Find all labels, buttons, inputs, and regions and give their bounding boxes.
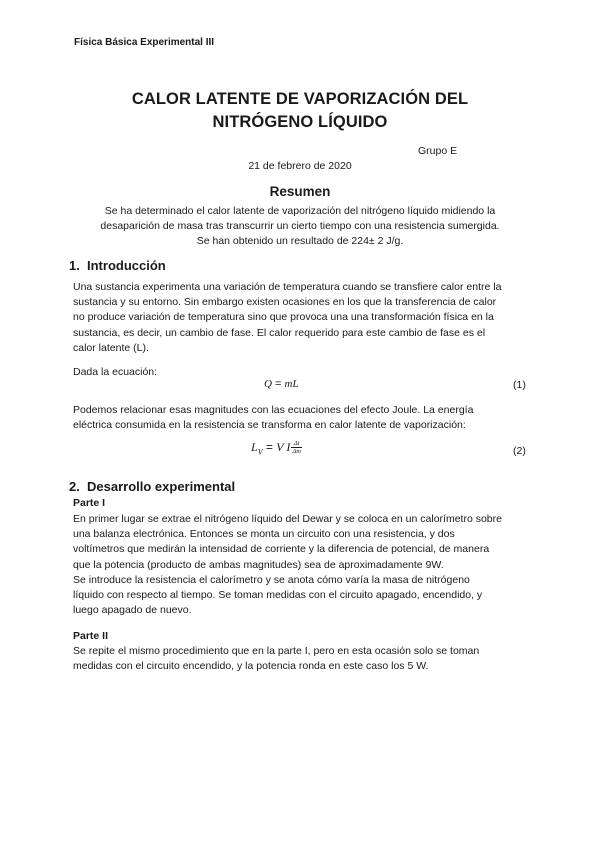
abstract-line: Se han obtenido un resultado de 224± 2 J/g. [196, 235, 404, 247]
eq2-fraction [291, 440, 302, 455]
text-line: sustancia y su entorno. Sin embargo existen ocasiones en los que la transferencia de calor [73, 296, 497, 309]
eq2-rhs: V I [276, 440, 291, 454]
eq1-equals: = [271, 378, 285, 390]
abstract-text [80, 204, 520, 249]
text-line: voltímetros que medirán la intensidad de corriente y la diferencia de potencial, de manera [73, 543, 490, 556]
eq2-numerator: Δt [291, 440, 302, 448]
eq2-equals: = [262, 440, 277, 454]
subheading-parte-2: Parte II [73, 630, 109, 642]
date: 21 de febrero de 2020 [248, 160, 352, 172]
parte-1-paragraph [73, 512, 528, 618]
text-line: medidas con el circuito encendido, y la potencia ronda en este caso los 5 W. [73, 660, 429, 673]
eq2-lhs: L [251, 440, 258, 454]
abstract-line: Se ha determinado el calor latente de vaporización del nitrógeno líquido midiendo la [104, 205, 496, 217]
equation-2 [251, 440, 302, 456]
text-line: Dada la ecuación: [73, 366, 158, 378]
paper-title [60, 88, 540, 134]
abstract-title: Resumen [269, 184, 331, 199]
text-line: calor latente (L). [73, 341, 149, 354]
running-header: Física Básica Experimental III [74, 37, 215, 48]
text-line: En primer lugar se extrae el nitrógeno líquido del Dewar y se coloca en un calorímetro sobre [73, 513, 502, 525]
title-line-2: NITRÓGENO LÍQUIDO [212, 113, 388, 131]
text-line: eléctrica consumida en la resistencia se transforma en calor latente de vaporización: [73, 419, 466, 432]
parte-2-paragraph [73, 644, 528, 674]
text-line: no produce variación de temperatura sino que provoca una una transformación física en la [73, 311, 494, 324]
section-number: 1. [69, 258, 80, 273]
subheading-parte-1: Parte I [73, 497, 106, 509]
eq1-lhs: Q [264, 378, 272, 390]
intro-paragraph-3 [73, 403, 528, 433]
equation-1-number: (1) [513, 379, 526, 391]
equation-1 [264, 378, 299, 390]
eq1-rhs: mL [284, 378, 299, 390]
text-line: Se repite el mismo procedimiento que en la parte I, pero en esta ocasión solo se toman [73, 645, 480, 657]
text-line: Podemos relacionar esas magnitudes con las ecuaciones del efecto Joule. La energía [73, 404, 474, 416]
eq2-denominator: Δm [292, 448, 301, 456]
section-title: Desarrollo experimental [87, 479, 236, 494]
section-heading-desarrollo [69, 479, 235, 494]
text-line: líquido con respecto al tiempo. Se toman medidas con el circuito apagado, encendido, y [73, 589, 483, 602]
section-title: Introducción [87, 258, 166, 273]
title-line-1: CALOR LATENTE DE VAPORIZACIÓN DEL [131, 90, 469, 108]
text-line: que la potencia (producto de ambas magnitudes) sea de aproximadamente 9W. [73, 558, 444, 571]
eq2-subscript: V [257, 447, 263, 457]
section-heading-introduccion [69, 258, 166, 273]
intro-paragraph-1 [73, 280, 528, 356]
intro-paragraph-2 [73, 365, 528, 380]
equation-2-number: (2) [513, 445, 526, 457]
text-line: sustancia, es decir, un cambio de fase. El calor requerido para este cambio de fase es el [73, 326, 486, 339]
text-line: luego apagado de nuevo. [73, 604, 192, 617]
text-line: una balanza electrónica. Entonces se monta un circuito con una resistencia, y dos [73, 528, 455, 541]
text-line: Una sustancia experimenta una variación de temperatura cuando se transfiere calor entre la [73, 281, 502, 293]
author-group: Grupo E [418, 145, 458, 157]
text-line: Se introduce la resistencia el calorímetro y se anota cómo varía la masa de nitrógeno [73, 573, 470, 586]
section-number: 2. [69, 479, 80, 494]
abstract-line: desaparición de masa tras transcurrir un cierto tiempo con una resistencia sumergida. [100, 220, 500, 232]
